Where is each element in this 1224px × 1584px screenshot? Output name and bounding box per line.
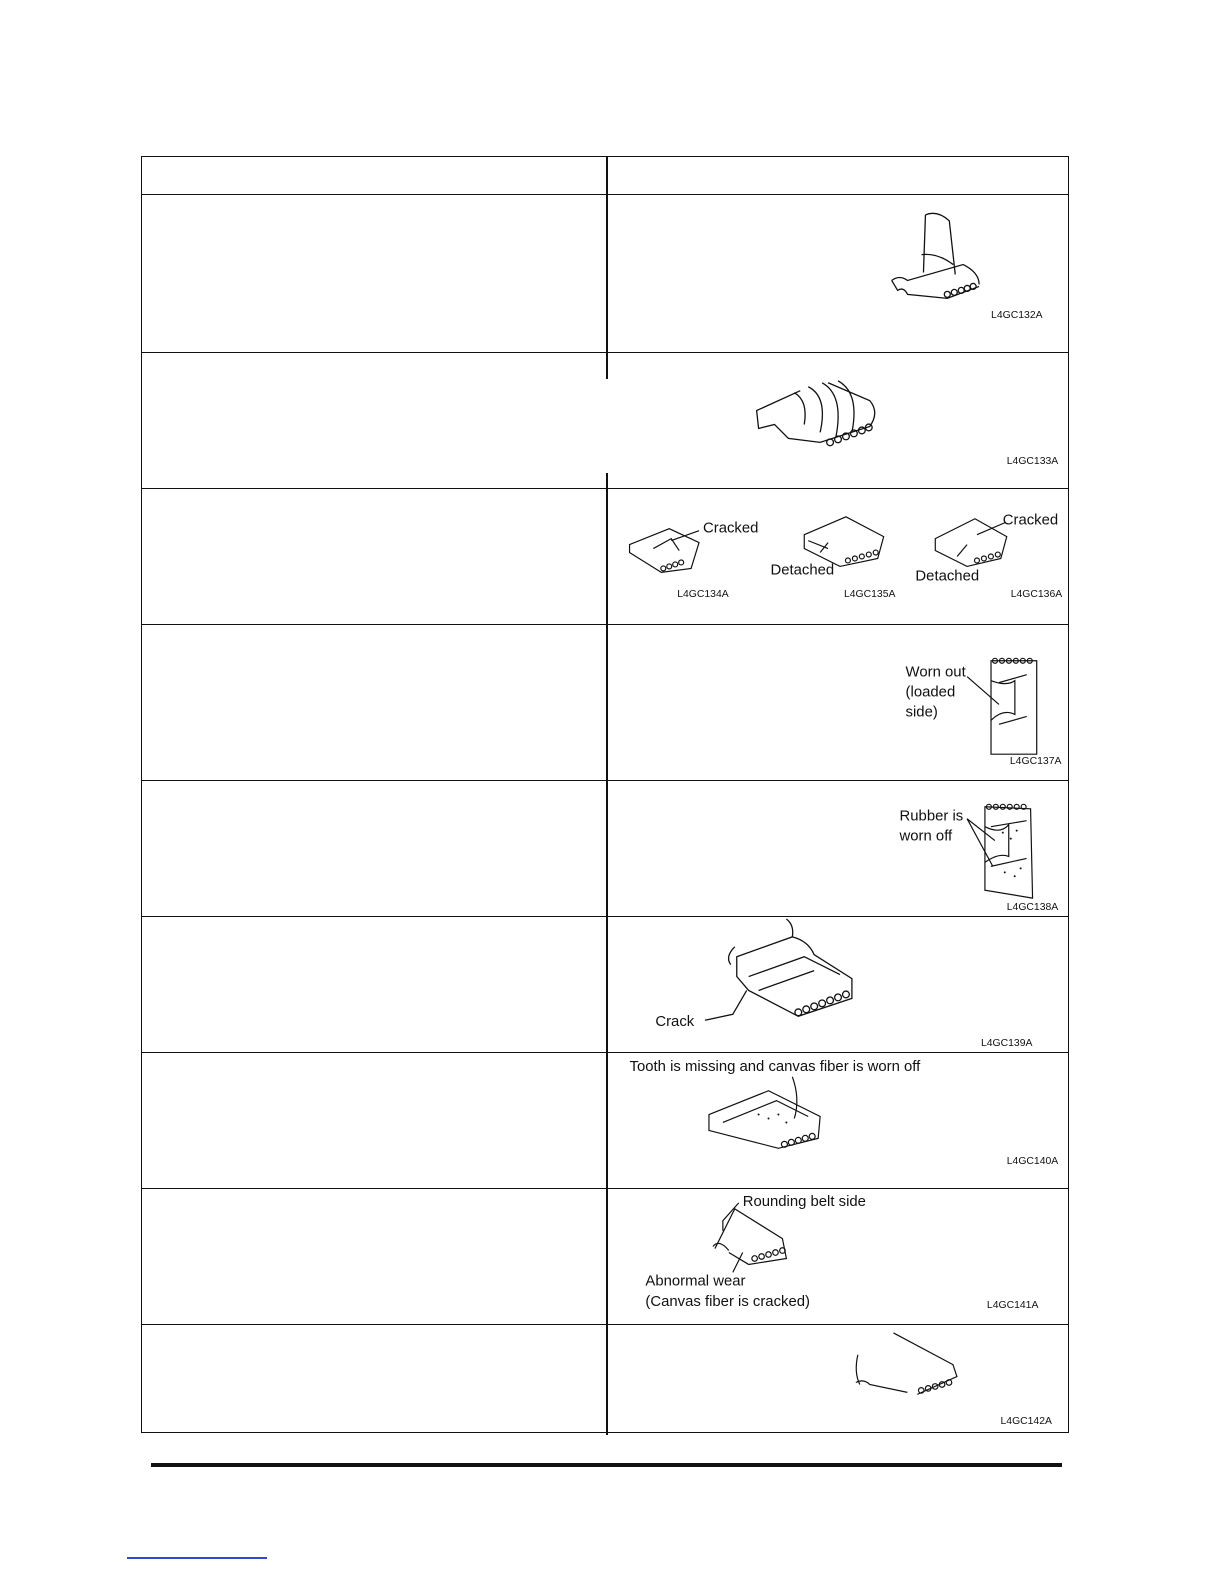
- label-rounding-belt-side: Rounding belt side: [742, 1193, 866, 1210]
- belt-back-crack-illustration: [608, 917, 1070, 1052]
- table-row: [142, 916, 1068, 1052]
- label-rubber-is: Rubber is: [899, 808, 964, 825]
- figure-code: L4GC138A: [1006, 902, 1059, 914]
- footer-rule: [151, 1463, 1062, 1467]
- label-cracked: Cracked: [1002, 512, 1059, 529]
- table-row: [142, 352, 1068, 488]
- table-row: [142, 488, 1068, 624]
- label-tooth-missing: Tooth is missing and canvas fiber is worn off: [629, 1058, 921, 1075]
- belt-hardened-illustration: [608, 353, 1070, 488]
- figure-code: L4GC133A: [1006, 456, 1059, 468]
- belt-inspection-table: [141, 156, 1069, 1433]
- table-row: [142, 1188, 1068, 1324]
- label-side: side): [905, 704, 938, 721]
- figure-code: L4GC137A: [1009, 756, 1062, 768]
- label-worn-off: worn off: [899, 828, 953, 845]
- table-row: [142, 780, 1068, 916]
- figure-code: L4GC134A: [677, 589, 729, 601]
- belt-rubber-worn-illustration: [608, 781, 1070, 916]
- figure-code: L4GC141A: [986, 1300, 1039, 1312]
- label-detached: Detached: [915, 568, 980, 585]
- figure-code: L4GC139A: [980, 1038, 1033, 1050]
- figure-code: L4GC132A: [991, 310, 1043, 322]
- table-row: [142, 624, 1068, 780]
- label-worn-out: Worn out: [905, 664, 966, 681]
- figure-code: L4GC136A: [1010, 589, 1063, 601]
- label-detached: Detached: [770, 562, 835, 579]
- belt-tooth-missing-illustration: [608, 1053, 1070, 1188]
- table-row: [142, 1052, 1068, 1188]
- table-header-row: [142, 157, 1068, 195]
- table-row: [142, 194, 1068, 352]
- belt-worn-loaded-side-illustration: [608, 625, 1070, 780]
- belt-rounding-side-illustration: [608, 1189, 1070, 1324]
- belt-side-wear-illustration: [608, 1325, 1070, 1434]
- figure-code: L4GC140A: [1006, 1156, 1059, 1168]
- belt-press-illustration: [608, 195, 1070, 352]
- label-crack: Crack: [655, 1014, 695, 1031]
- label-cracked: Cracked: [703, 520, 759, 537]
- belt-cracked-detached-illustrations: [608, 489, 1070, 624]
- label-abnormal-wear: Abnormal wear: [645, 1273, 746, 1290]
- footer-link-underline[interactable]: [127, 1557, 267, 1559]
- label-loaded: (loaded: [905, 684, 956, 701]
- figure-code: L4GC135A: [843, 589, 896, 601]
- table-row: [142, 1324, 1068, 1434]
- label-canvas-fiber-cracked: (Canvas fiber is cracked): [645, 1294, 810, 1311]
- figure-code: L4GC142A: [1000, 1416, 1052, 1428]
